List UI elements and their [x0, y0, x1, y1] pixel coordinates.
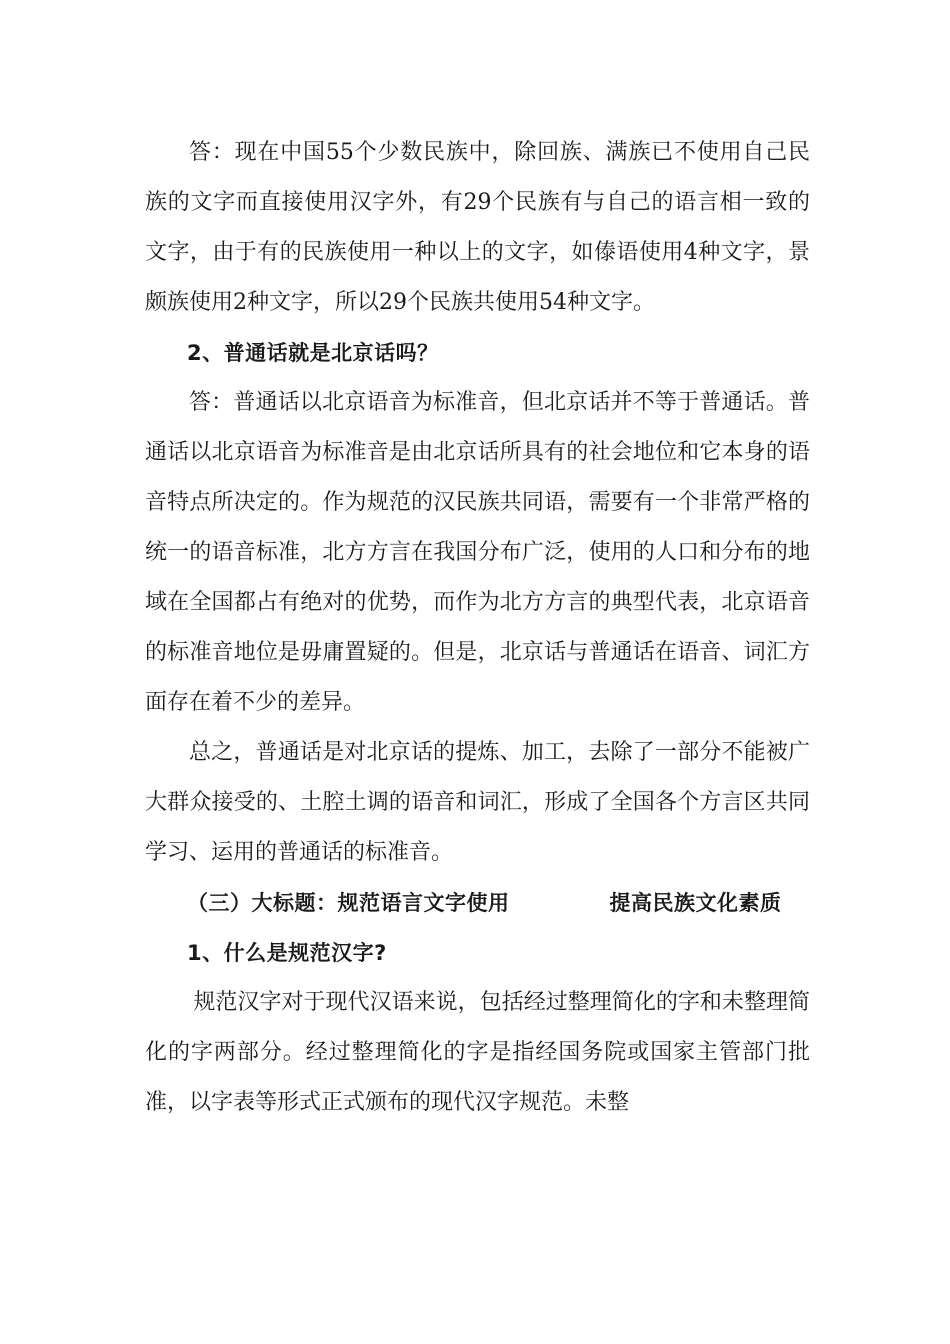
question-heading-standard-characters: 1、什么是规范汉字?	[187, 941, 387, 965]
answer-paragraph-minority-scripts: 答：现在中国55个少数民族中，除回族、满族已不使用自己民族的文字而直接使用汉字外，有29个民族有与自己的语言相一致的文字，由于有的民族使用一种以上的文字，如傣语使用4种文字，景颇族使用2种文字，所以29个民族共使用54种文字。	[145, 140, 810, 315]
document-page	[145, 128, 810, 1128]
answer-paragraph-standard-characters: 规范汉字对于现代汉语来说，包括经过整理简化的字和未整理简化的字两部分。经过整理简化的字是指经国务院或国家主管部门批准，以字表等形式正式颁布的现代汉字规范。未整	[145, 990, 810, 1115]
section-title	[145, 878, 810, 928]
section-title-part-b: 提高民族文化素质	[609, 891, 782, 915]
summary-paragraph: 总之，普通话是对北京话的提炼、加工，去除了一部分不能被广大群众接受的、土腔土调的语音和词汇，形成了全国各个方言区共同学习、运用的普通话的标准音。	[145, 740, 810, 865]
question-heading-putonghua: 2、普通话就是北京话吗？	[187, 341, 439, 365]
answer-paragraph-putonghua: 答：普通话以北京语音为标准音，但北京话并不等于普通话。普通话以北京语音为标准音是由北京话所具有的社会地位和它本身的语音特点所决定的。作为规范的汉民族共同语，需要有一个非常严格的统一的语音标准，北方方言在我国分布广泛，使用的人口和分布的地域在全国都占有绝对的优势，而作为北方方言的典型代表，北京语音的标准音地位是毋庸置疑的。但是，北京话与普通话在语音、词汇方面存在着不少的差异。	[145, 390, 810, 715]
section-title-part-a: （三）大标题：规范语言文字使用	[187, 891, 510, 915]
